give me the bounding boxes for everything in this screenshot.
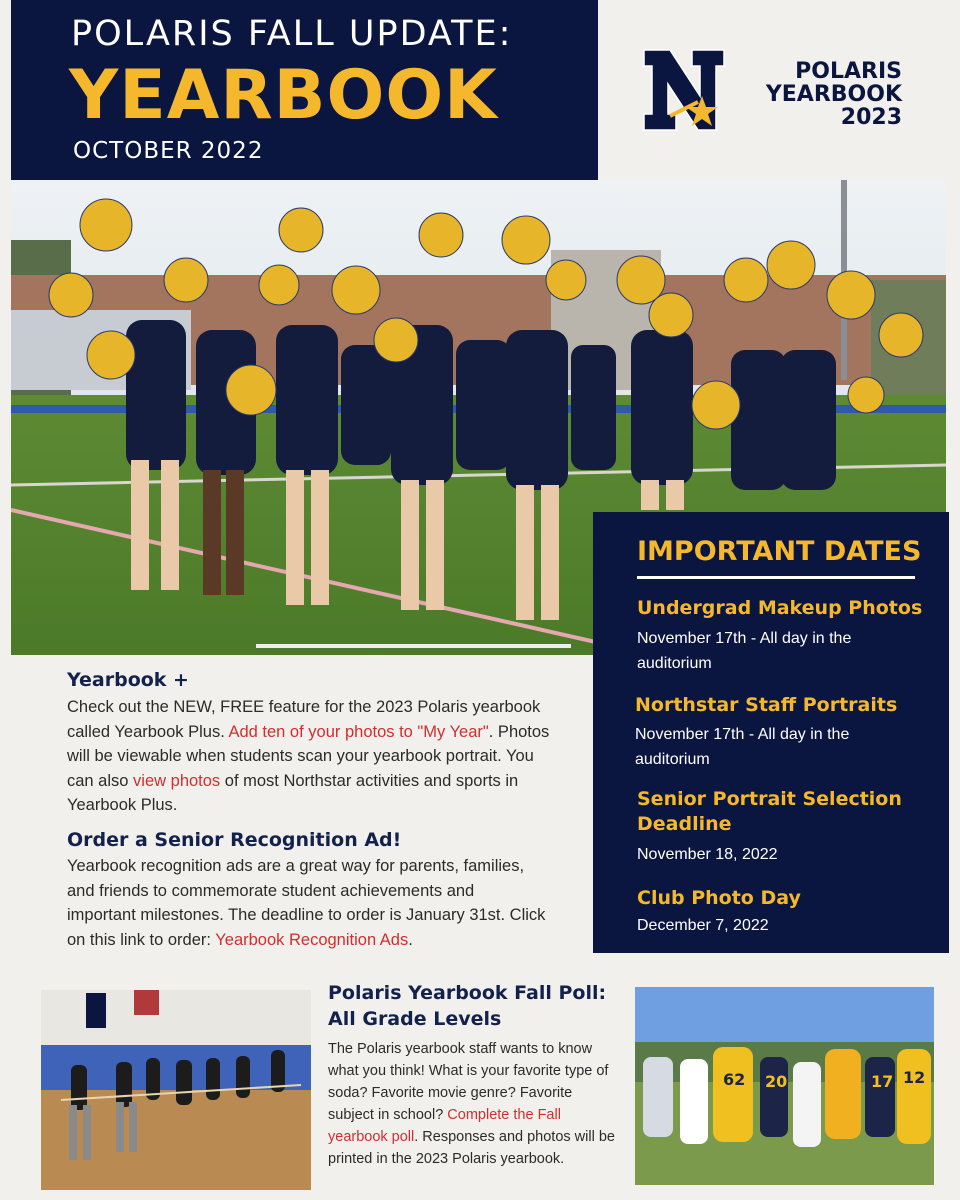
text-run: . (408, 930, 413, 949)
event-detail: December 7, 2022 (637, 917, 769, 934)
poll-text (328, 1038, 620, 1170)
logo-line-2: YEARBOOK (765, 82, 902, 107)
dates-divider (637, 576, 915, 579)
poll-link[interactable]: Complete the Fall yearbook poll (328, 1107, 561, 1145)
northstar-logo-icon (640, 44, 728, 136)
text-run: . Photos will be viewable when students scan your yearbook portrait. You can also (67, 722, 550, 790)
text-run: of most Northstar activities and sports in Yearbook Plus. (67, 771, 519, 814)
senior-ad-text (67, 854, 547, 952)
tug-of-war-photo (41, 990, 311, 1190)
text-run: The Polaris yearbook staff wants to know what you think! What is your favorite type of soda? Favorite movie genre? Favorite subject in school? (328, 1041, 609, 1123)
text-run: Yearbook recognition ads are a great way for parents, families, and friends to commemorate student achievements and important milestones. The deadline to order is January 31st. Click on this link to order: (67, 857, 546, 949)
jersey-number: 12 (903, 1068, 926, 1087)
event-detail: November 17th - All day in the auditorium (635, 726, 850, 768)
event-detail: November 17th - All day in the auditorium (637, 630, 852, 672)
jersey-number: 17 (871, 1072, 894, 1091)
header-date: OCTOBER 2022 (73, 138, 264, 164)
logo-line-3: 2023 (840, 105, 902, 130)
event-title: Northstar Staff Portraits (635, 694, 898, 716)
poll-heading: Polaris Yearbook Fall Poll: All Grade Levels (328, 982, 607, 1030)
text-run: Check out the NEW, FREE feature for the 2023 Polaris yearbook called Yearbook Plus. (67, 698, 541, 741)
homecoming-court-photo (635, 987, 934, 1185)
text-run: . Responses and photos will be printed in the 2023 Polaris yearbook. (328, 1129, 615, 1167)
event-title: Undergrad Makeup Photos (637, 597, 923, 619)
yearbook-plus-heading: Yearbook + (67, 669, 189, 691)
senior-ad-heading: Order a Senior Recognition Ad! (67, 829, 402, 851)
yearbook-plus-text (67, 695, 553, 818)
logo-wordmark (752, 60, 902, 129)
header-title: YEARBOOK (69, 56, 498, 135)
important-dates-heading: IMPORTANT DATES (637, 536, 922, 567)
view-photos-link[interactable]: view photos (133, 771, 221, 790)
recognition-ads-link[interactable]: Yearbook Recognition Ads (215, 930, 409, 949)
event-title: Senior Portrait Selection Deadline (637, 788, 902, 835)
jersey-number: 62 (723, 1070, 746, 1089)
header-subtitle: POLARIS FALL UPDATE: (71, 14, 513, 54)
jersey-number: 20 (765, 1072, 788, 1091)
logo-line-1: POLARIS (795, 59, 902, 84)
header-banner (11, 0, 598, 180)
event-title: Club Photo Day (637, 887, 801, 909)
important-dates-panel (593, 512, 949, 953)
add-photos-link[interactable]: Add ten of your photos to "My Year" (228, 722, 489, 741)
event-detail: November 18, 2022 (637, 846, 778, 863)
